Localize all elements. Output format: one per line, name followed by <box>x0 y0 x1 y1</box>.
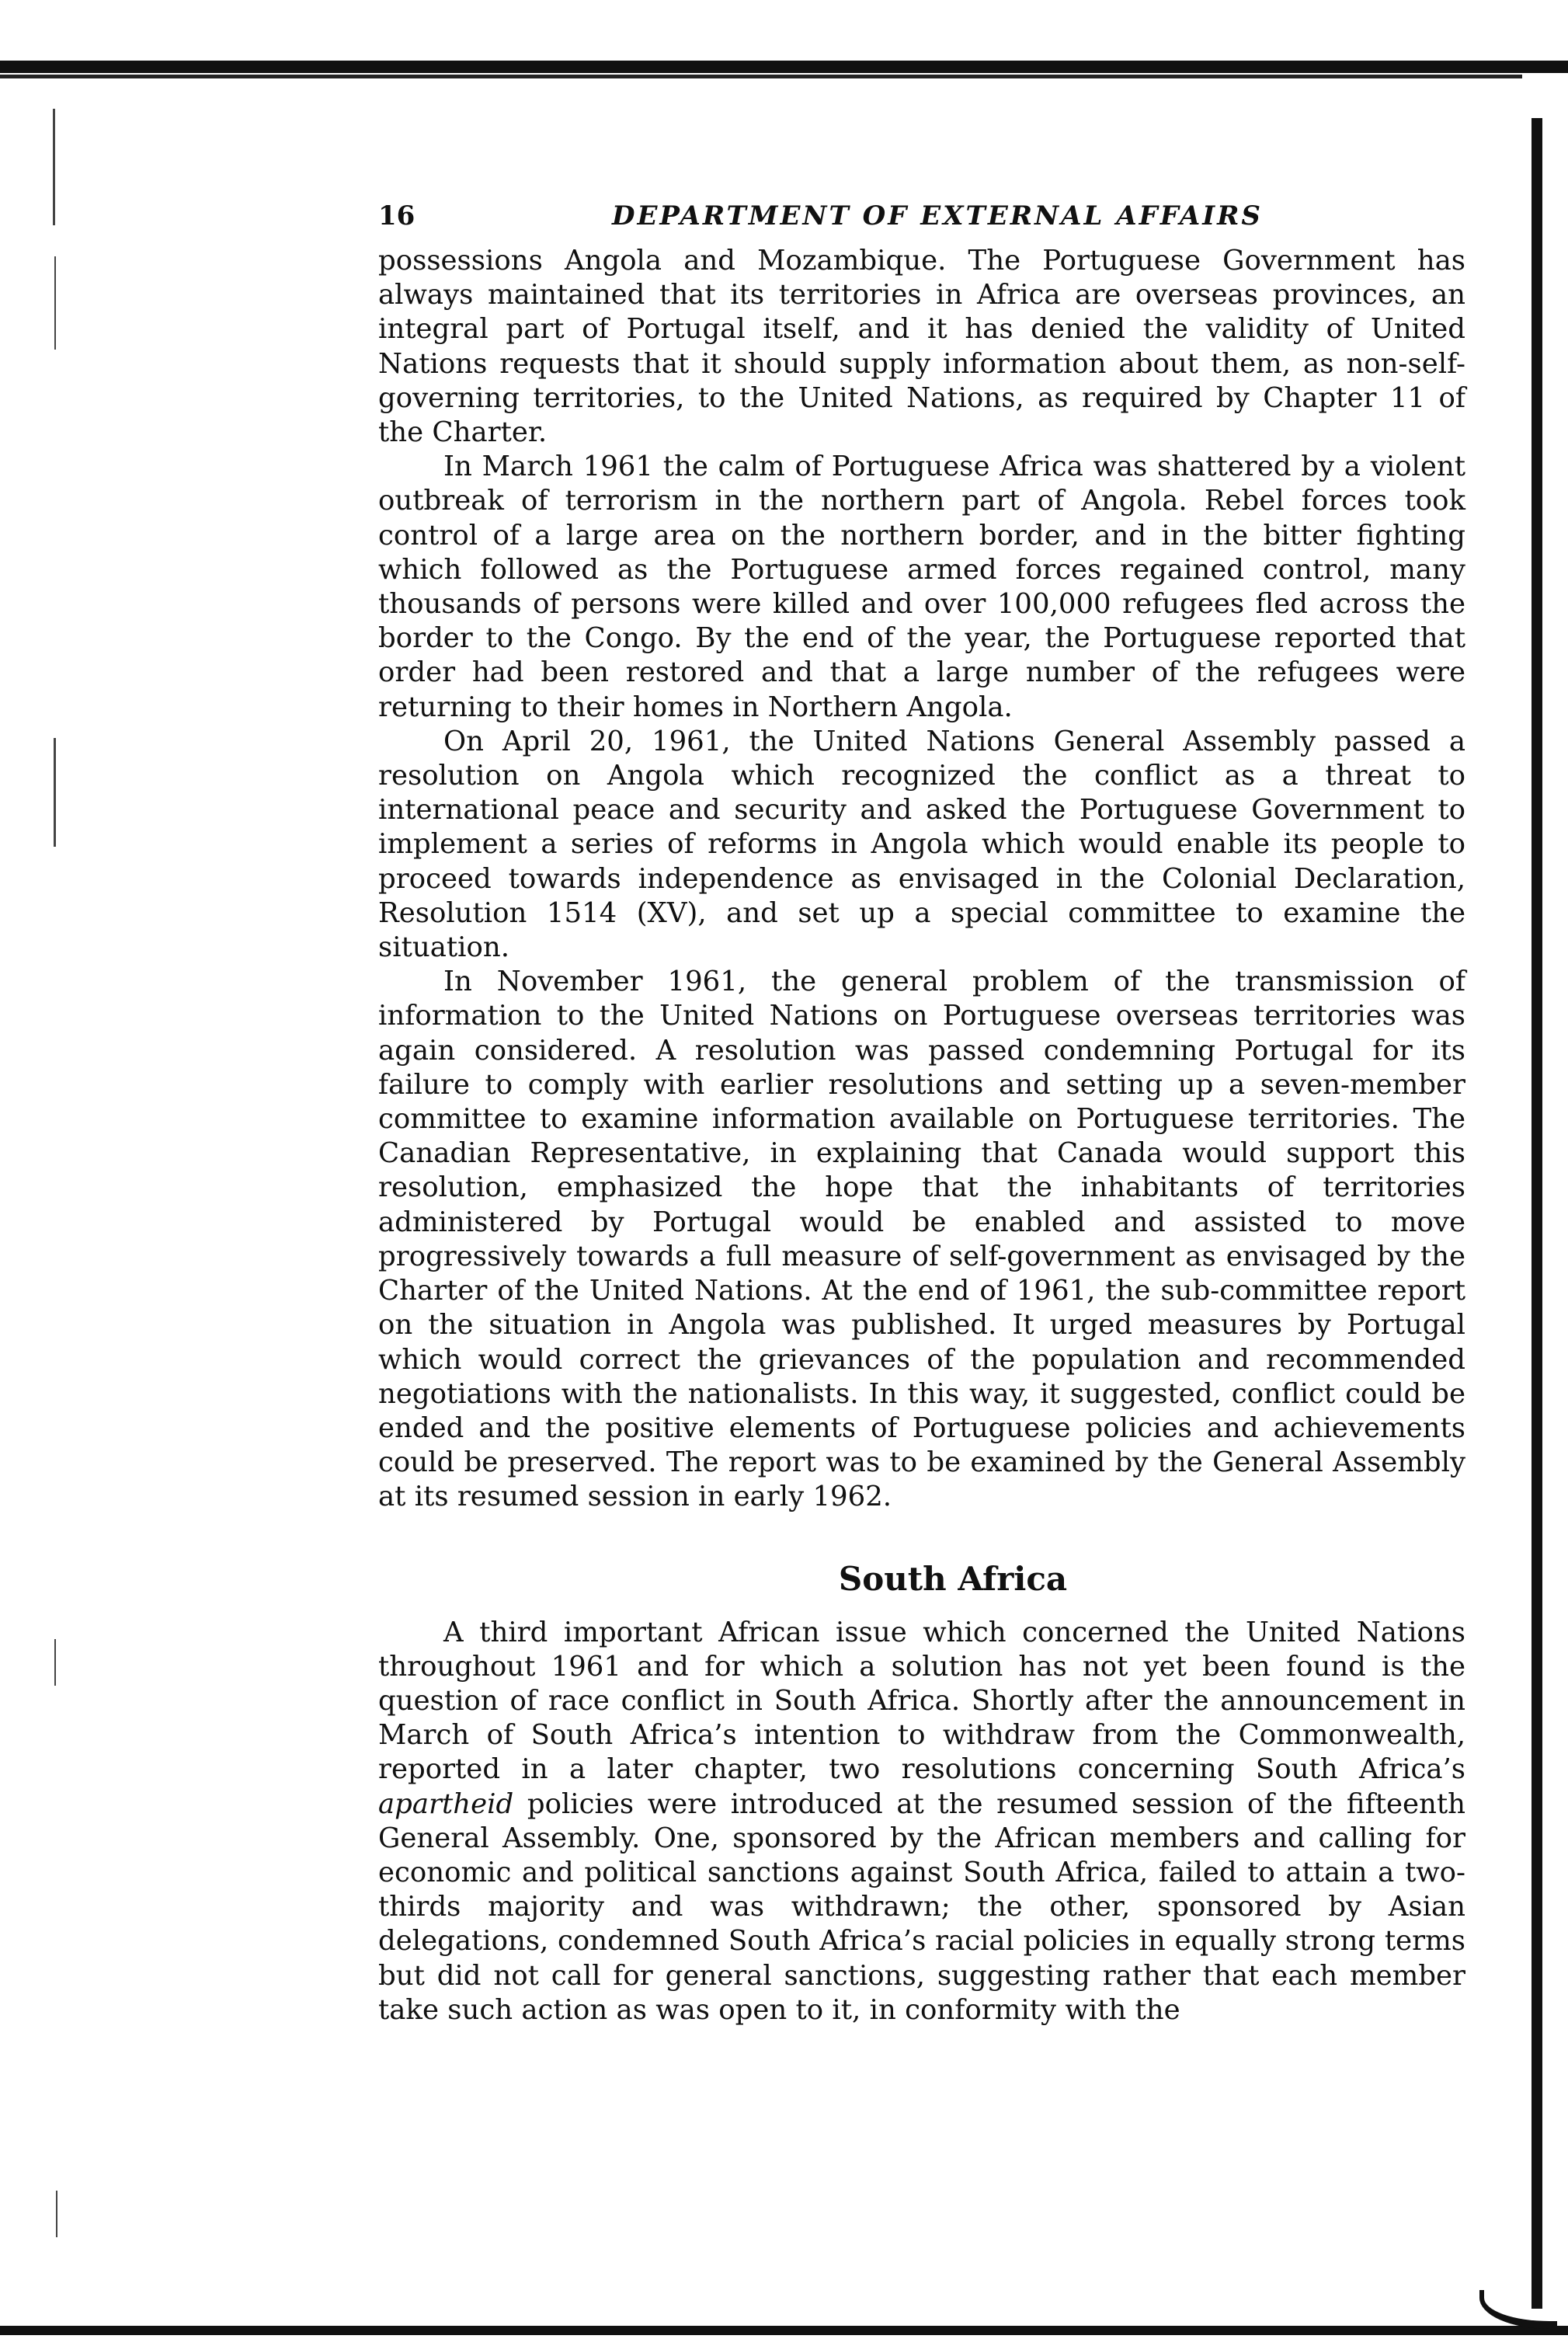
paragraph-text: policies were introduced at the resumed session of the fifteenth General Assembly. One, sponsored by the African members and calling for economic and political sanctions against South Africa, failed to attain a two-thirds majority and was withdrawn; the other, sponsored by Asian delegations, condemned South Africa’s racial policies in equally strong terms but did not call for general sanctions, suggesting rather that each member take such action as was open to it, in conformity with the <box>378 1787 1465 2026</box>
scan-margin-mark <box>54 1639 56 1686</box>
page-body <box>378 200 1465 2027</box>
scan-border-top-thin <box>0 75 1522 78</box>
section-heading-south-africa: South Africa <box>838 1559 1068 1598</box>
scan-border-bottom <box>0 2326 1568 2335</box>
paragraph-continued: possessions Angola and Mozambique. The Portuguese Government has always maintained that its territories in Africa are overseas provinces, an integral part of Portugal itself, and it has denied the validity of United Nations requests that it should supply information about them, as non-self-governing territories, to the United Nations, as required by Chapter 11 of the Charter. <box>378 245 1465 449</box>
paragraph-south-africa <box>378 1616 1465 2027</box>
scan-border-right <box>1531 118 1542 2309</box>
scan-margin-mark <box>56 2191 57 2237</box>
scan-border-top <box>0 61 1568 73</box>
scan-margin-mark <box>53 109 55 225</box>
paragraph-march-1961: In March 1961 the calm of Portuguese Africa was shattered by a violent outbreak of terrorism in the northern part of Angola. Rebel forces took control of a large area on the northern border, and in the bitter fighting which followed as the Portuguese armed forces regained control, many thousands of persons were killed and over 100,000 refugees fled across the border to the Congo. By the end of the year, the Portuguese reported that order had been restored and that a large number of the refugees were returning to their homes in Northern Angola. <box>378 451 1465 723</box>
scan-margin-mark <box>54 256 56 350</box>
running-header <box>378 200 1465 244</box>
scan-margin-mark <box>54 738 56 847</box>
paragraph-april-1961: On April 20, 1961, the United Nations General Assembly passed a resolution on Angola which recognized the conflict as a threat to international peace and security and asked the Portuguese Government to implement a series of reforms in Angola which would enable its people to proceed towards independence as envisaged in the Colonial Declaration, Resolution 1514 (XV), and set up a special committee to examine the situation. <box>378 725 1465 964</box>
paragraph-november-1961: In November 1961, the general problem of the transmission of information to the United Nations on Portuguese overseas territories was again considered. A resolution was passed condemning Portugal for its failure to comply with earlier resolutions and setting up a seven-member committee to examine information available on Portuguese territories. The Canadian Representative, in explaining that Canada would support this resolution, emphasized the hope that the inhabitants of territories administered by Portugal would be enabled and assisted to move progressively towards a full measure of self-government as envisaged by the Charter of the United Nations. At the end of 1961, the sub-committee report on the situation in Angola was published. It urged measures by Portugal which would correct the grievances of the population and recommended negotiations with the nationalists. In this way, it suggested, conflict could be ended and the positive elements of Portuguese policies and achievements could be preserved. The report was to be examined by the General Assembly at its resumed session in early 1962. <box>378 966 1465 1513</box>
italic-term: apartheid <box>378 1787 514 1820</box>
paragraph-text: A third important African issue which concerned the United Nations throughout 1961 and for which a solution has not yet been found is the question of race conflict in South Africa. Shortly after the announcement in March of South Africa’s intention to withdraw from the Commonwealth, reported in a later chapter, two resolutions concerning South Africa’s <box>378 1616 1465 1786</box>
running-title: DEPARTMENT OF EXTERNAL AFFAIRS <box>612 200 1263 231</box>
page-number: 16 <box>378 200 415 231</box>
scan-page-curl <box>1479 2290 1557 2329</box>
